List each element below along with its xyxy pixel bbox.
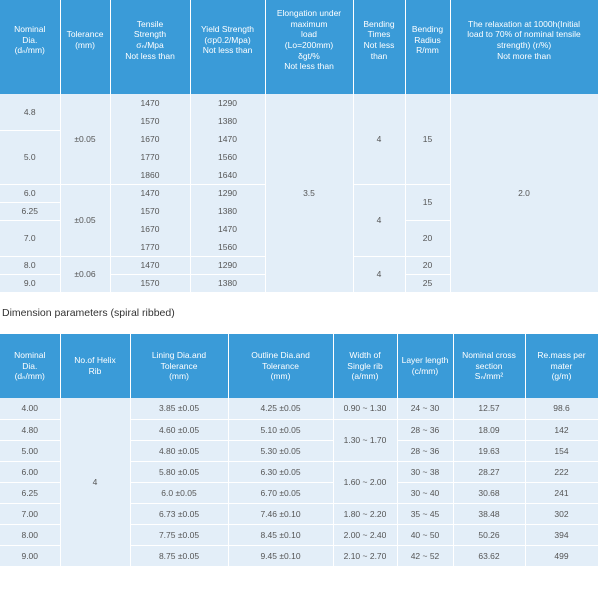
outline-cell: 4.25 ±0.05	[228, 398, 333, 419]
yield-cell: 1470	[190, 220, 265, 238]
outline-cell: 7.46 ±0.10	[228, 503, 333, 524]
header-outline-dia: Outline Dia.and Tolerance (mm)	[228, 334, 333, 398]
tensile-cell: 1670	[110, 220, 190, 238]
yield-cell: 1290	[190, 256, 265, 274]
lining-cell: 3.85 ±0.05	[130, 398, 228, 419]
bending-radius-cell: 25	[405, 274, 450, 292]
layer-length-cell: 28 ~ 36	[397, 419, 453, 440]
tensile-cell: 1770	[110, 238, 190, 256]
mechanical-properties-table	[0, 0, 599, 292]
mass-cell: 394	[525, 524, 598, 545]
yield-cell: 1470	[190, 130, 265, 148]
rib-width-cell: 2.10 ~ 2.70	[333, 545, 397, 566]
lining-cell: 4.80 ±0.05	[130, 440, 228, 461]
dia-cell: 8.0	[0, 256, 60, 274]
outline-cell: 8.45 ±0.10	[228, 524, 333, 545]
yield-cell: 1290	[190, 184, 265, 202]
header-tensile-strength: Tensile Strength σₙ/Mpa Not less than	[110, 0, 190, 94]
bending-radius-cell: 20	[405, 220, 450, 256]
dia-cell: 6.0	[0, 184, 60, 202]
dia-cell: 7.00	[0, 503, 60, 524]
tensile-cell: 1670	[110, 130, 190, 148]
mass-cell: 241	[525, 482, 598, 503]
yield-cell: 1380	[190, 274, 265, 292]
cross-section-cell: 28.27	[453, 461, 525, 482]
rib-width-cell: 1.60 ~ 2.00	[333, 461, 397, 503]
cross-section-cell: 19.63	[453, 440, 525, 461]
tensile-cell: 1470	[110, 94, 190, 112]
header-cross-section: Nominal cross section Sₙ/mm²	[453, 334, 525, 398]
table2-header-row	[0, 334, 598, 398]
header-lining-dia: Lining Dia.and Tolerance (mm)	[130, 334, 228, 398]
rib-width-cell: 1.30 ~ 1.70	[333, 419, 397, 461]
dia-cell: 7.0	[0, 220, 60, 256]
cross-section-cell: 30.68	[453, 482, 525, 503]
tolerance-cell: ±0.05	[60, 184, 110, 256]
dia-cell: 8.00	[0, 524, 60, 545]
header-nominal-dia: Nominal Dia. (dₙ/mm)	[0, 334, 60, 398]
tensile-cell: 1470	[110, 184, 190, 202]
header-relaxation: The relaxation at 1000h(Initial load to 70% of nominal tensile strength) (r/%) Not more than	[450, 0, 598, 94]
outline-cell: 6.30 ±0.05	[228, 461, 333, 482]
helix-rib-cell: 4	[60, 398, 130, 566]
dia-cell: 6.00	[0, 461, 60, 482]
rib-width-cell: 0.90 ~ 1.30	[333, 398, 397, 419]
mass-cell: 98.6	[525, 398, 598, 419]
bending-times-cell: 4	[353, 256, 405, 292]
lining-cell: 6.73 ±0.05	[130, 503, 228, 524]
layer-length-cell: 40 ~ 50	[397, 524, 453, 545]
mass-cell: 142	[525, 419, 598, 440]
lining-cell: 4.60 ±0.05	[130, 419, 228, 440]
lining-cell: 7.75 ±0.05	[130, 524, 228, 545]
cross-section-cell: 18.09	[453, 419, 525, 440]
yield-cell: 1560	[190, 238, 265, 256]
layer-length-cell: 28 ~ 36	[397, 440, 453, 461]
yield-cell: 1380	[190, 202, 265, 220]
rib-width-cell: 1.80 ~ 2.20	[333, 503, 397, 524]
tensile-cell: 1570	[110, 112, 190, 130]
header-mass: Re.mass per mater (g/m)	[525, 334, 598, 398]
tensile-cell: 1470	[110, 256, 190, 274]
header-rib-width: Width of Single rib (a/mm)	[333, 334, 397, 398]
cross-section-cell: 63.62	[453, 545, 525, 566]
cross-section-cell: 50.26	[453, 524, 525, 545]
header-yield-strength: Yield Strength (σp0.2/Mpa) Not less than	[190, 0, 265, 94]
dia-cell: 6.25	[0, 482, 60, 503]
tensile-cell: 1770	[110, 148, 190, 166]
cross-section-cell: 12.57	[453, 398, 525, 419]
header-layer-length: Layer length (c/mm)	[397, 334, 453, 398]
section-title: Dimension parameters (spiral ribbed)	[2, 307, 175, 319]
mass-cell: 499	[525, 545, 598, 566]
dia-cell: 5.00	[0, 440, 60, 461]
yield-cell: 1290	[190, 94, 265, 112]
tensile-cell: 1570	[110, 274, 190, 292]
lining-cell: 6.0 ±0.05	[130, 482, 228, 503]
layer-length-cell: 30 ~ 38	[397, 461, 453, 482]
table-row	[0, 398, 598, 419]
outline-cell: 5.10 ±0.05	[228, 419, 333, 440]
yield-cell: 1560	[190, 148, 265, 166]
header-tolerance: Tolerance (mm)	[60, 0, 110, 94]
dia-cell: 4.8	[0, 94, 60, 130]
lining-cell: 5.80 ±0.05	[130, 461, 228, 482]
layer-length-cell: 42 ~ 52	[397, 545, 453, 566]
header-helix-rib: No.of Helix Rib	[60, 334, 130, 398]
dia-cell: 4.00	[0, 398, 60, 419]
dia-cell: 6.25	[0, 202, 60, 220]
elongation-cell: 3.5	[265, 94, 353, 292]
bending-radius-cell: 15	[405, 94, 450, 184]
yield-cell: 1380	[190, 112, 265, 130]
mass-cell: 154	[525, 440, 598, 461]
outline-cell: 5.30 ±0.05	[228, 440, 333, 461]
table1-header-row	[0, 0, 598, 94]
header-bending-radius: Bending Radius R/mm	[405, 0, 450, 94]
cross-section-cell: 38.48	[453, 503, 525, 524]
layer-length-cell: 24 ~ 30	[397, 398, 453, 419]
bending-radius-cell: 20	[405, 256, 450, 274]
header-bending-times: Bending Times Not less than	[353, 0, 405, 94]
tolerance-cell: ±0.06	[60, 256, 110, 292]
header-nominal-dia: Nominal Dia. (dₙ/mm)	[0, 0, 60, 94]
dia-cell: 5.0	[0, 130, 60, 184]
mass-cell: 222	[525, 461, 598, 482]
dia-cell: 9.0	[0, 274, 60, 292]
bending-times-cell: 4	[353, 184, 405, 256]
dia-cell: 9.00	[0, 545, 60, 566]
tolerance-cell: ±0.05	[60, 94, 110, 184]
outline-cell: 9.45 ±0.10	[228, 545, 333, 566]
dia-cell: 4.80	[0, 419, 60, 440]
rib-width-cell: 2.00 ~ 2.40	[333, 524, 397, 545]
yield-cell: 1640	[190, 166, 265, 184]
dimension-parameters-table	[0, 334, 599, 566]
mass-cell: 302	[525, 503, 598, 524]
relaxation-cell: 2.0	[450, 94, 598, 292]
header-elongation: Elongation under maximum load (Lo=200mm) δgt/% Not less than	[265, 0, 353, 94]
lining-cell: 8.75 ±0.05	[130, 545, 228, 566]
layer-length-cell: 30 ~ 40	[397, 482, 453, 503]
layer-length-cell: 35 ~ 45	[397, 503, 453, 524]
bending-times-cell: 4	[353, 94, 405, 184]
bending-radius-cell: 15	[405, 184, 450, 220]
outline-cell: 6.70 ±0.05	[228, 482, 333, 503]
tensile-cell: 1570	[110, 202, 190, 220]
tensile-cell: 1860	[110, 166, 190, 184]
